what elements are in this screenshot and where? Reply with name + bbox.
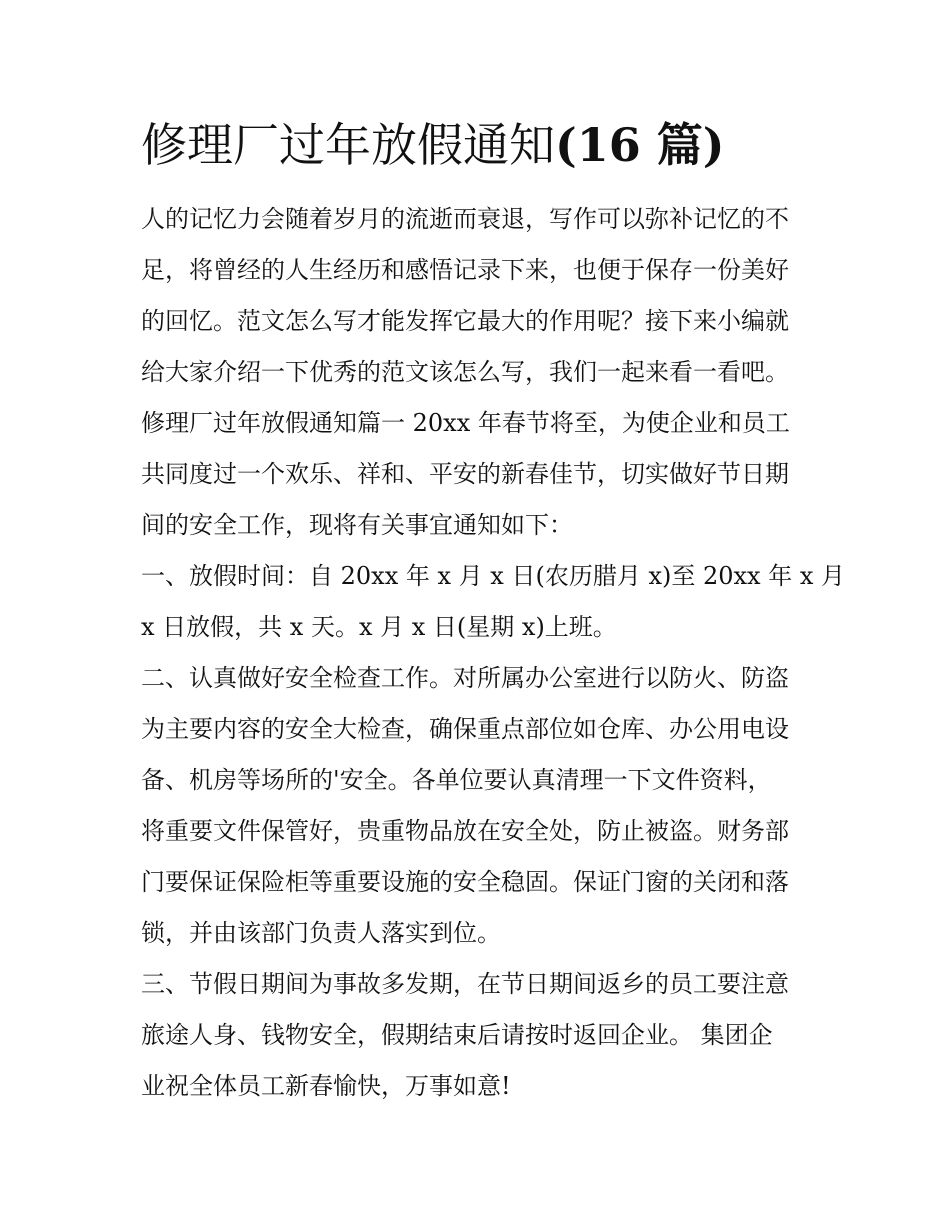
- body-line: 共同度过一个欢乐、祥和、平安的新春佳节，切实做好节日期: [141, 460, 789, 488]
- document-body: [141, 194, 846, 1112]
- title-count: (16 篇): [555, 118, 725, 172]
- body-line: 修理厂过年放假通知篇一 20xx 年春节将至，为使企业和员工: [141, 409, 790, 437]
- body-line: 足，将曾经的人生经历和感悟记录下来，也便于保存一份美好: [141, 256, 789, 284]
- body-line: 旅途人身、钱物安全，假期结束后请按时返回企业。 集团企: [141, 1021, 773, 1049]
- body-line: 业祝全体员工新春愉快，万事如意!: [141, 1072, 511, 1100]
- body-line: 为主要内容的安全大检查，确保重点部位如仓库、办公用电设: [141, 715, 789, 743]
- body-line: x 日放假，共 x 天。x 月 x 日(星期 x)上班。: [141, 613, 617, 641]
- body-line: 一、放假时间：自 20xx 年 x 月 x 日(农历腊月 x)至 20xx 年 x 月: [141, 562, 846, 590]
- body-line: 将重要文件保管好，贵重物品放在安全处，防止被盗。财务部: [141, 817, 789, 845]
- body-line: 三、节假日期间为事故多发期，在节日期间返乡的员工要注意: [141, 970, 789, 998]
- body-line: 锁，并由该部门负责人落实到位。: [141, 919, 501, 947]
- body-line: 的回忆。范文怎么写才能发挥它最大的作用呢？接下来小编就: [141, 307, 789, 335]
- page-title: [141, 112, 841, 178]
- body-line: 二、认真做好安全检查工作。对所属办公室进行以防火、防盗: [141, 664, 789, 692]
- body-line: 门要保证保险柜等重要设施的安全稳固。保证门窗的关闭和落: [141, 868, 789, 896]
- title-main: 修理厂过年放假通知: [141, 118, 555, 172]
- body-line: 人的记忆力会随着岁月的流逝而衰退，写作可以弥补记忆的不: [141, 205, 789, 233]
- body-line: 给大家介绍一下优秀的范文该怎么写，我们一起来看一看吧。: [141, 358, 789, 386]
- body-line: 备、机房等场所的'安全。各单位要认真清理一下文件资料，: [141, 766, 772, 794]
- body-line: 间的安全工作，现将有关事宜通知如下：: [141, 511, 573, 539]
